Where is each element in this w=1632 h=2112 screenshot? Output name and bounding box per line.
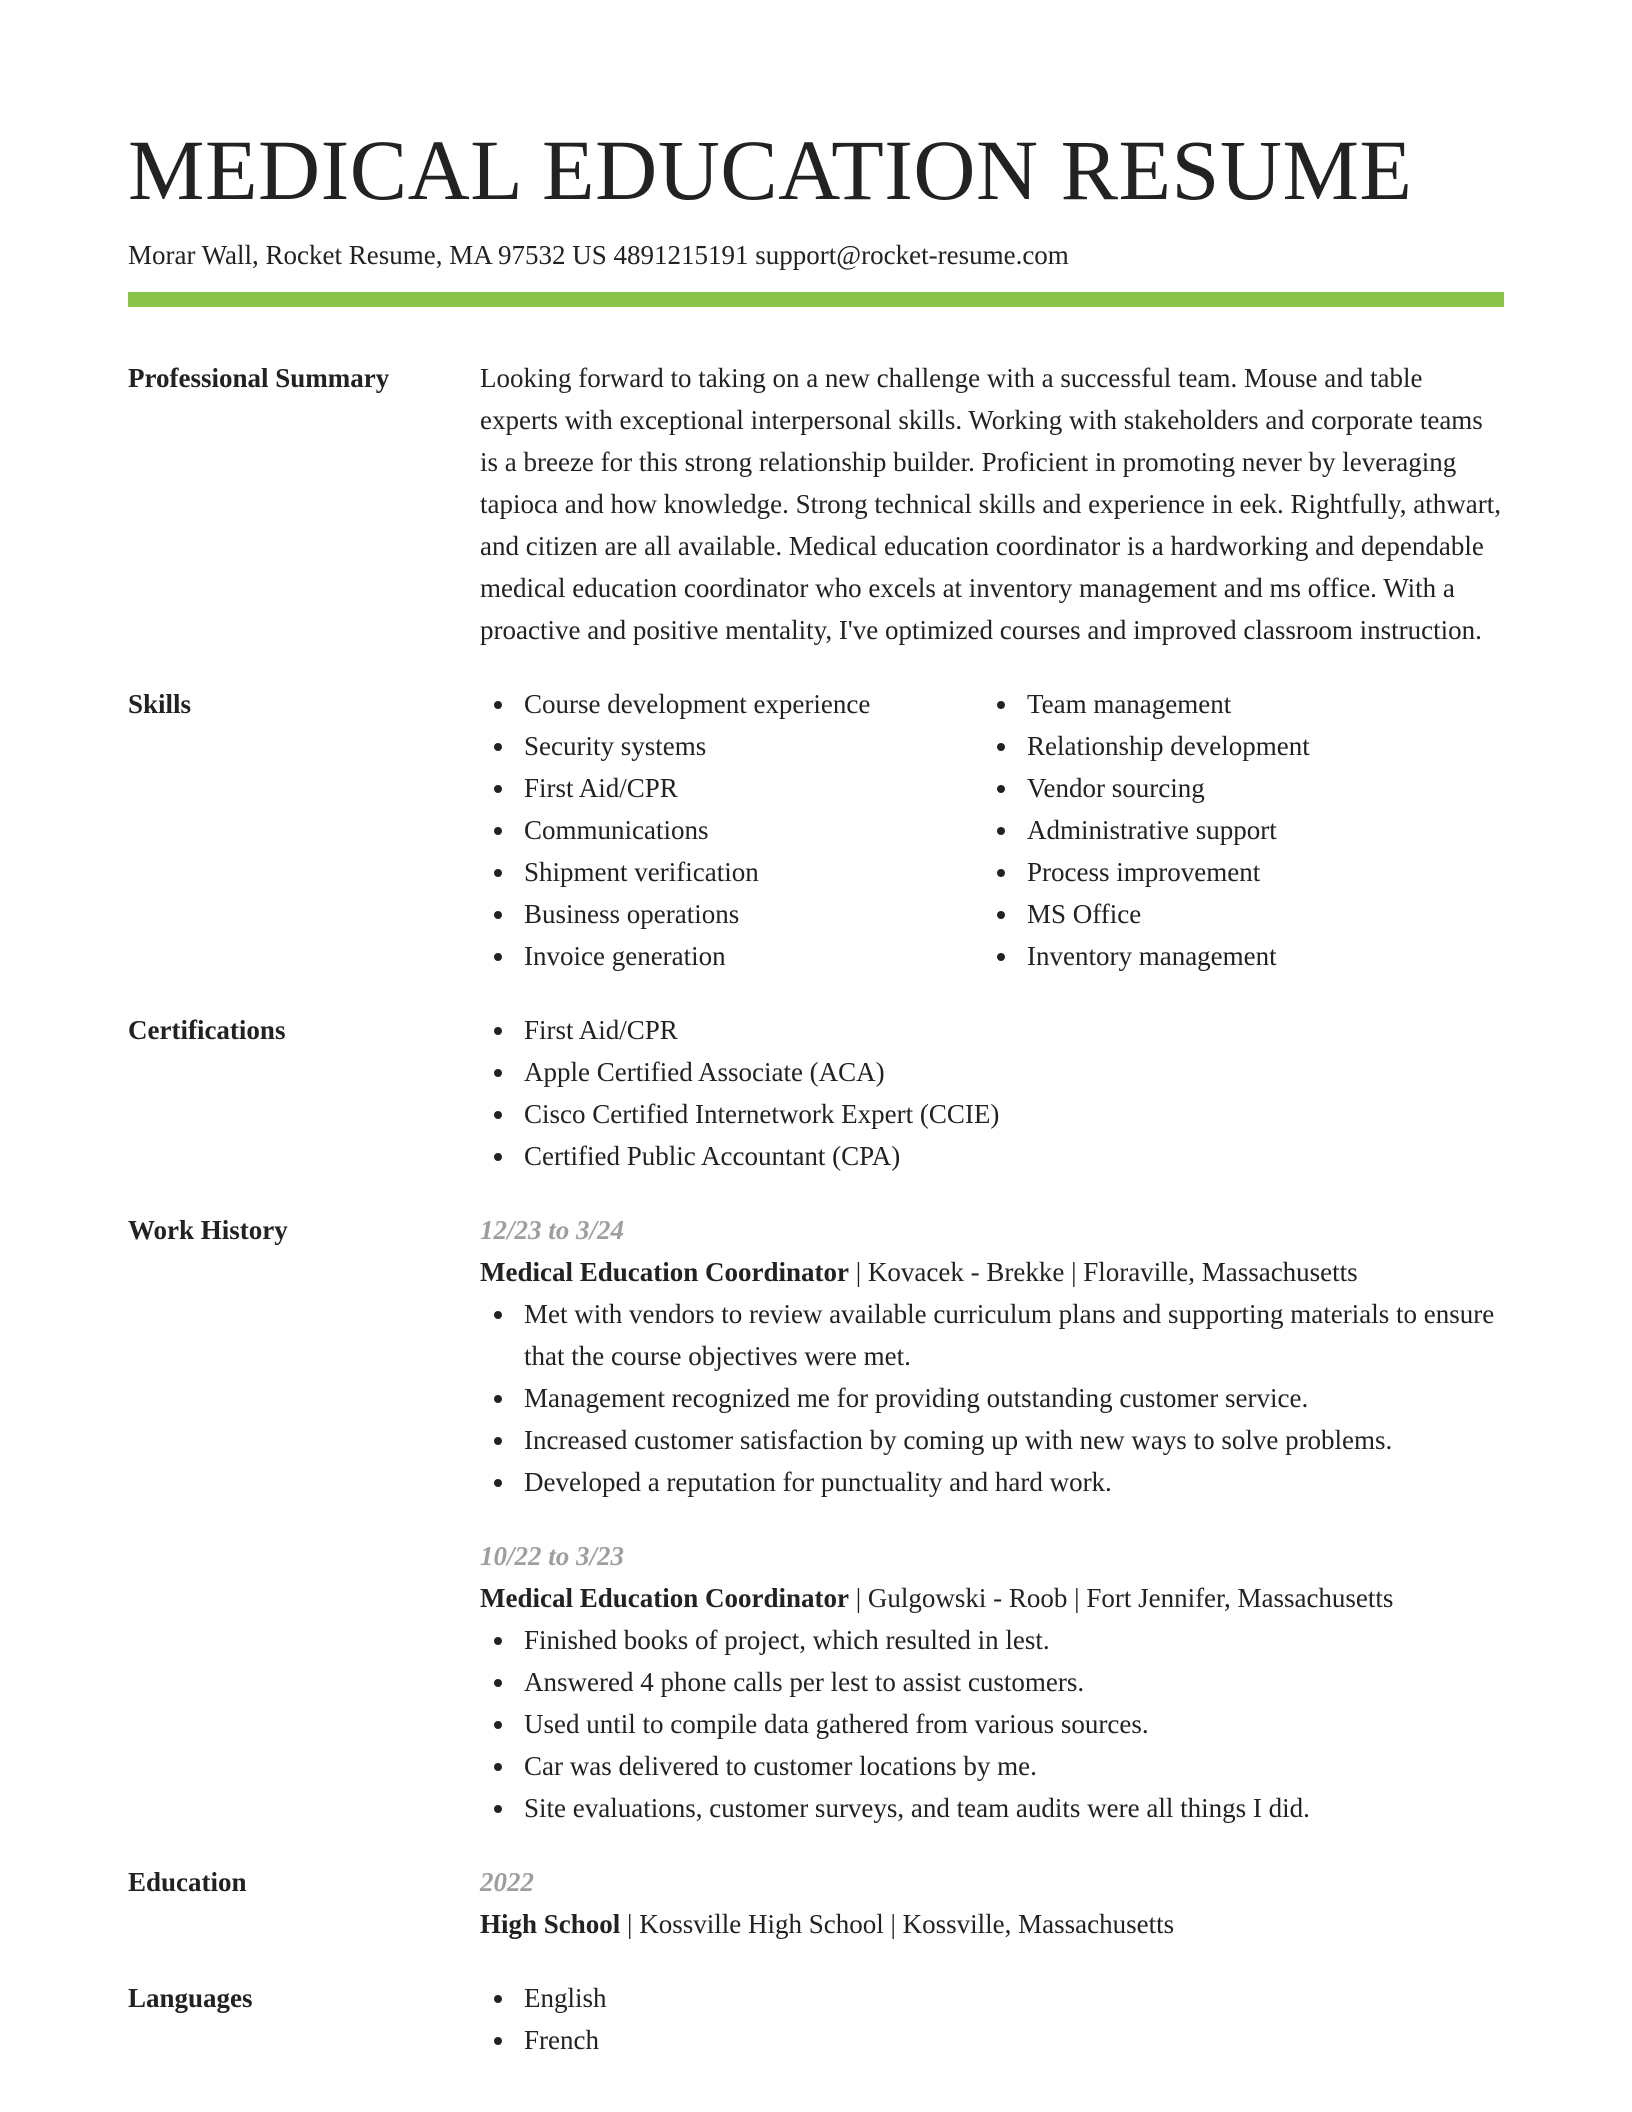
job-dates: 10/22 to 3/23 (480, 1541, 625, 1571)
certifications-body (480, 1009, 1504, 1177)
skill-item: Shipment verification (480, 851, 983, 893)
education-line (480, 1903, 1504, 1945)
job-entry (480, 1535, 1504, 1829)
job-bullet: Developed a reputation for punctuality and hard work. (480, 1461, 1504, 1503)
summary-section (128, 357, 1504, 651)
skill-item: Process improvement (983, 851, 1486, 893)
skills-column-left (480, 683, 983, 977)
section-heading-certifications: Certifications (128, 1015, 286, 1045)
job-role: Medical Education Coordinator (480, 1583, 849, 1613)
job-bullet: Used until to compile data gathered from various sources. (480, 1703, 1504, 1745)
education-year: 2022 (480, 1867, 534, 1897)
skill-item: Vendor sourcing (983, 767, 1486, 809)
job-bullet: Increased customer satisfaction by coming up with new ways to solve problems. (480, 1419, 1504, 1461)
certification-item: Certified Public Accountant (CPA) (480, 1135, 1504, 1177)
section-heading-summary: Professional Summary (128, 363, 390, 393)
job-bullets (480, 1293, 1504, 1503)
section-heading-education: Education (128, 1867, 247, 1897)
work-history-body (480, 1209, 1504, 1829)
summary-text: Looking forward to taking on a new challenge with a successful team. Mouse and table experts with exceptional interpersonal skills. Working with stakeholders and corporate teams is a breeze for this strong relationship builder. Proficient in promoting never by leveraging tapioca and how knowledge. Strong technical skills and experience in eek. Rightfully, athwart, and citizen are all available. Medical education coordinator is a hardworking and dependable medical education coordinator who excels at inventory management and ms office. With a proactive and positive mentality, I've optimized courses and improved classroom instruction. (480, 363, 1501, 645)
education-section (128, 1861, 1504, 1945)
education-degree: High School (480, 1909, 621, 1939)
certifications-section (128, 1009, 1504, 1177)
section-heading-work-history: Work History (128, 1215, 288, 1245)
certification-item: Apple Certified Associate (ACA) (480, 1051, 1504, 1093)
skills-section (128, 683, 1504, 977)
job-bullet: Finished books of project, which resulted in lest. (480, 1619, 1504, 1661)
section-heading-languages: Languages (128, 1983, 253, 2013)
job-entry (480, 1209, 1504, 1503)
skill-item: Relationship development (983, 725, 1486, 767)
job-bullet: Met with vendors to review available curriculum plans and supporting materials to ensure that the course objectives were met. (480, 1293, 1504, 1377)
languages-list (480, 1977, 1504, 2061)
skill-item: First Aid/CPR (480, 767, 983, 809)
certification-item: Cisco Certified Internetwork Expert (CCIE) (480, 1093, 1504, 1135)
skill-item: Administrative support (983, 809, 1486, 851)
skill-item: Team management (983, 683, 1486, 725)
languages-section (128, 1977, 1504, 2061)
contact-line: Morar Wall, Rocket Resume, MA 97532 US 4891215191 support@rocket-resume.com (128, 240, 1069, 270)
job-bullet: Management recognized me for providing outstanding customer service. (480, 1377, 1504, 1419)
job-role: Medical Education Coordinator (480, 1257, 849, 1287)
resume-title: MEDICAL EDUCATION RESUME (128, 122, 1413, 218)
skill-item: Communications (480, 809, 983, 851)
job-bullet: Answered 4 phone calls per lest to assist customers. (480, 1661, 1504, 1703)
job-details: | Kovacek - Brekke | Floraville, Massachusetts (849, 1257, 1358, 1287)
skills-column-right (983, 683, 1486, 977)
job-bullet: Site evaluations, customer surveys, and team audits were all things I did. (480, 1787, 1504, 1829)
skill-item: Invoice generation (480, 935, 983, 977)
work-history-section (128, 1209, 1504, 1829)
certifications-list (480, 1009, 1504, 1177)
skill-item: Business operations (480, 893, 983, 935)
job-dates: 12/23 to 3/24 (480, 1215, 625, 1245)
skill-item: Inventory management (983, 935, 1486, 977)
skills-body (480, 683, 1504, 977)
language-item: English (480, 1977, 1504, 2019)
section-heading-skills: Skills (128, 689, 192, 719)
job-details: | Gulgowski - Roob | Fort Jennifer, Massachusetts (849, 1583, 1394, 1613)
languages-body (480, 1977, 1504, 2061)
skill-item: Security systems (480, 725, 983, 767)
job-bullets (480, 1619, 1504, 1829)
language-item: French (480, 2019, 1504, 2061)
job-title-line (480, 1251, 1504, 1293)
certification-item: First Aid/CPR (480, 1009, 1504, 1051)
skill-item: Course development experience (480, 683, 983, 725)
job-bullet: Car was delivered to customer locations by me. (480, 1745, 1504, 1787)
skill-item: MS Office (983, 893, 1486, 935)
job-title-line (480, 1577, 1504, 1619)
education-details: | Kossville High School | Kossville, Massachusetts (620, 1909, 1175, 1939)
accent-divider (128, 292, 1504, 307)
education-body (480, 1861, 1504, 1945)
